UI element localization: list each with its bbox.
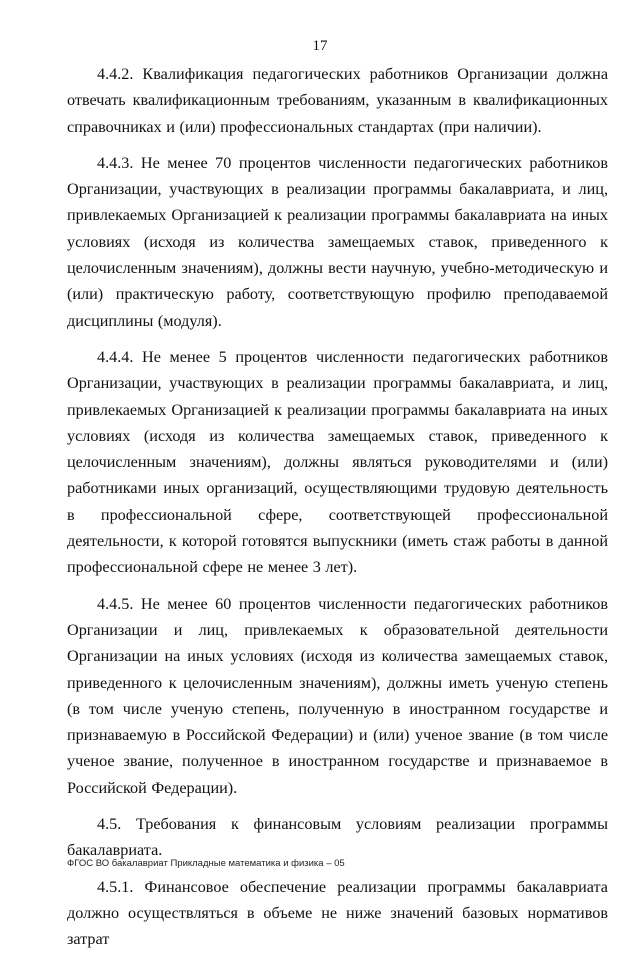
page-footer: ФГОС ВО бакалавриат Прикладные математика и физика – 05 (67, 858, 345, 869)
document-body (67, 61, 608, 963)
paragraph-4-4-2: 4.4.2. Квалификация педагогических работников Организации должна отвечать квалификационным требованиям, указанным в квалификационных справочниках и (или) профессиональных стандартах (при наличии). (67, 65, 608, 136)
paragraph-4-5: 4.5. Требования к финансовым условиям реализации программы бакалавриата. (67, 815, 608, 860)
paragraph-4-4-4: 4.4.4. Не менее 5 процентов численности педагогических работников Организации, участвующих в реализации программы бакалавриата, и лиц, привлекаемых Организацией к реализации программы бакалавриата на иных условиях (исходя из количества замещаемых ставок, приведенного к целочисленным значениям), должны являться руководителями и (или) работниками иных организаций, осуществляющими трудовую деятельность в профессиональной сфере, соответствующей профессиональной деятельности, к которой готовятся выпускники (иметь стаж работы в данной профессиональной сфере не менее 3 лет). (67, 347, 608, 577)
paragraph-4-5-1: 4.5.1. Финансовое обеспечение реализации программы бакалавриата должно осуществляться в объеме не ниже значений базовых нормативов затрат (67, 877, 608, 949)
page-number: 17 (312, 38, 328, 54)
paragraph-4-4-3: 4.4.3. Не менее 70 процентов численности педагогических работников Организации, участвующих в реализации программы бакалавриата, и лиц, привлекаемых Организацией к реализации программы бакалавриата на иных условиях (исходя из количества замещаемых ставок, приведенного к целочисленным значениям), должны вести научную, учебно-методическую и (или) практическую работу, соответствующую профилю преподаваемой дисциплины (модуля). (67, 153, 608, 330)
paragraph-4-4-5: 4.4.5. Не менее 60 процентов численности педагогических работников Организации и лиц, привлекаемых к образовательной деятельности Организации на иных условиях (исходя из количества замещаемых ставок, приведенного к целочисленным значениям), должны иметь ученую степень (в том числе ученую степень, полученную в иностранном государстве и признаваемую в Российской Федерации) и (или) ученое звание (в том числе ученое звание, полученное в иностранном государстве и признаваемое в Российской Федерации). (67, 594, 608, 797)
